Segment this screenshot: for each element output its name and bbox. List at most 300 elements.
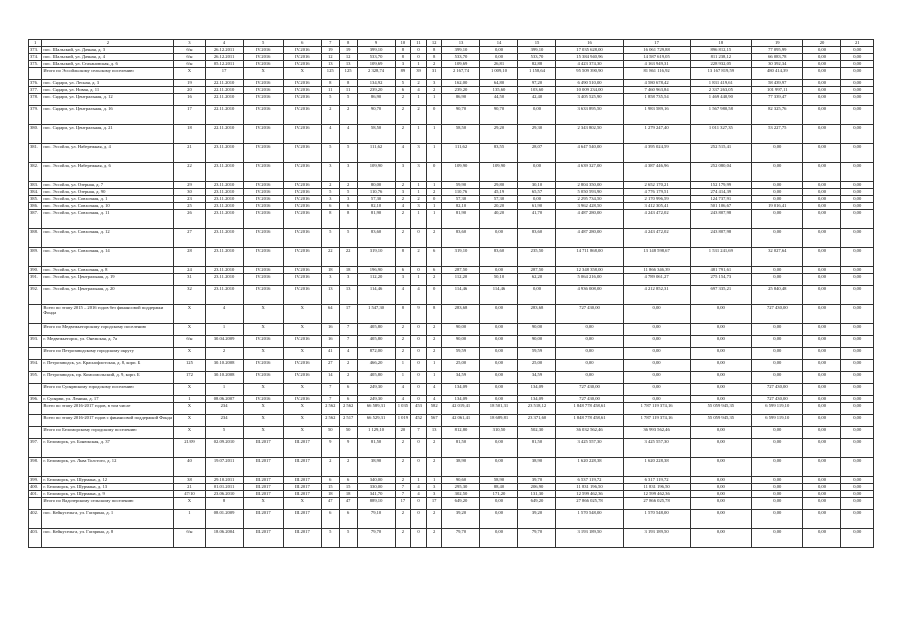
table-cell: IV.2016 <box>283 144 321 163</box>
address-cell: г. Петрозаводск, ул. Краснофлотская, д. 8, корп. Б <box>42 360 174 372</box>
table-cell: 0,00 <box>803 427 841 439</box>
table-cell: 896 812,15 <box>690 47 751 54</box>
address-cell: пос. Эссойла, ул. Набережная, д. 6 <box>42 163 174 182</box>
table-cell: 0,00 <box>841 87 874 94</box>
table-cell: 81,50 <box>442 439 480 458</box>
table-cell: 8 <box>205 498 243 510</box>
table-row <box>29 427 874 439</box>
table-cell: 59,90 <box>442 182 480 189</box>
address-cell: пос. Эссойла, ул. Совхозная, д. 1 <box>42 196 174 203</box>
table-cell: 55 059 945,35 <box>690 415 751 427</box>
table-cell: IV.2016 <box>283 267 321 274</box>
table-cell: б/н <box>174 61 205 68</box>
table-cell: 0,00 <box>518 163 556 182</box>
table-cell: 17 <box>205 68 243 80</box>
table-cell: 90,70 <box>357 106 395 125</box>
row-number-cell: 379. <box>29 106 42 125</box>
table-cell: 3 <box>426 484 442 491</box>
address-cell: пос. Сядари, ул. Центральная, д. 12 <box>42 94 174 106</box>
table-cell: 0,00 <box>841 498 874 510</box>
table-cell: 90,60 <box>442 477 480 484</box>
table-cell: 0,00 <box>556 360 623 372</box>
table-cell: X <box>283 305 321 324</box>
address-cell: пос. Кейнусельга, ул. Гагарина, д. 8 <box>42 529 174 548</box>
table-cell: 2 295 734,50 <box>556 196 623 203</box>
table-cell: 1 620 228,38 <box>623 458 690 477</box>
table-row <box>29 324 874 336</box>
table-cell: 0,00 <box>480 384 518 396</box>
row-number-cell <box>29 415 42 427</box>
column-number-row <box>29 40 874 47</box>
table-cell: 3 193 189,50 <box>623 529 690 548</box>
table-cell: 109,69 <box>357 61 395 68</box>
table-cell: X <box>243 68 283 80</box>
table-cell: 4 212 852,31 <box>623 286 690 305</box>
table-cell: 4 423 374,30 <box>556 61 623 68</box>
table-cell: 0,00 <box>752 427 803 439</box>
table-cell: 2 170 996,59 <box>623 196 690 203</box>
table-cell: 0,00 <box>752 498 803 510</box>
table-cell: 83,60 <box>357 229 395 248</box>
table-cell: 0,00 <box>841 274 874 286</box>
table-cell: 4 776 179,51 <box>623 189 690 196</box>
table-cell: 82,88 <box>518 61 556 68</box>
table-cell: 20,20 <box>480 203 518 210</box>
table-cell: III.2017 <box>243 484 283 491</box>
row-number-cell: 403. <box>29 529 42 548</box>
table-cell: X <box>243 403 283 415</box>
table-cell: 7 <box>411 427 427 439</box>
table-cell: 0,00 <box>841 439 874 458</box>
table-cell: 0,00 <box>690 439 751 458</box>
table-cell: 252 080,04 <box>690 163 751 182</box>
table-cell: 2 <box>395 439 411 458</box>
table-cell: 27 866 025,78 <box>623 498 690 510</box>
table-cell: б/н <box>174 529 205 548</box>
table-cell: 13 <box>339 286 357 305</box>
table-cell: 1 547,30 <box>357 305 395 324</box>
table-cell: 0,00 <box>803 229 841 248</box>
table-cell: 1 787 119 374,16 <box>623 415 690 427</box>
table-cell: 17 <box>174 106 205 125</box>
row-number-cell: 384. <box>29 189 42 196</box>
table-cell: III.2017 <box>283 477 321 484</box>
address-cell: пос. Шальский, ул. Дачная, д. 3 <box>42 47 174 54</box>
table-cell: 0,00 <box>841 360 874 372</box>
table-cell: 42,40 <box>518 94 556 106</box>
table-cell: 114,46 <box>442 286 480 305</box>
column-number-21: 21 <box>841 40 874 47</box>
table-cell: 5 <box>339 189 357 196</box>
table-cell: 235,50 <box>518 248 556 267</box>
table-cell: X <box>174 415 205 427</box>
table-cell: 0,00 <box>803 47 841 54</box>
table-cell: 1 019 <box>395 415 411 427</box>
table-cell: 6 490 510,00 <box>556 80 623 87</box>
table-cell: 0 <box>411 324 427 336</box>
table-row <box>29 372 874 384</box>
table-cell: 2 <box>426 229 442 248</box>
table-cell: 0,00 <box>690 529 751 548</box>
table-cell: IV.2016 <box>283 47 321 54</box>
table-cell: X <box>243 324 283 336</box>
table-cell: 114,46 <box>357 286 395 305</box>
table-cell: 1 858 735,54 <box>623 94 690 106</box>
table-cell: 0,00 <box>752 360 803 372</box>
table-cell: 1 009,10 <box>480 68 518 80</box>
table-cell: 0 <box>411 396 427 403</box>
table-cell: X <box>174 68 205 80</box>
table-cell: 2 <box>395 510 411 529</box>
table-row <box>29 491 874 498</box>
table-cell: 2 <box>395 348 411 360</box>
table-cell: 0,00 <box>803 458 841 477</box>
table-cell: 3 412 305,41 <box>623 203 690 210</box>
table-cell: 1 570 548,00 <box>556 510 623 529</box>
table-cell: 34,59 <box>518 372 556 384</box>
table-cell: X <box>283 498 321 510</box>
table-cell: IV.2016 <box>283 396 321 403</box>
table-cell: 0,00 <box>690 396 751 403</box>
table-cell: 0,00 <box>623 384 690 396</box>
table-cell: 533,70 <box>442 54 480 61</box>
table-cell: 0,00 <box>690 384 751 396</box>
row-number-cell: 380. <box>29 125 42 144</box>
table-cell: 111,62 <box>442 144 480 163</box>
table-cell: 0,00 <box>803 210 841 229</box>
row-number-cell: 402. <box>29 510 42 529</box>
table-cell: 8 <box>321 80 339 87</box>
column-number-16: 16 <box>556 40 623 47</box>
table-cell: 4 387 446,96 <box>623 163 690 182</box>
address-cell: Итого по Беломорскому городскому поселению <box>42 427 174 439</box>
table-cell: X <box>243 427 283 439</box>
table-cell: 23.11.2010 <box>205 248 243 267</box>
table-cell: 95 509 390,90 <box>556 68 623 80</box>
table-cell: 2 <box>411 196 427 203</box>
table-cell: 1 <box>426 477 442 484</box>
table-cell: 112,20 <box>357 274 395 286</box>
table-row <box>29 403 874 415</box>
table-cell: 15 <box>321 484 339 491</box>
table-cell: 872,00 <box>357 348 395 360</box>
table-cell: 0,00 <box>803 372 841 384</box>
table-cell: 0,00 <box>556 324 623 336</box>
table-cell: 22.11.2010 <box>205 80 243 87</box>
table-cell: 727 430,00 <box>752 305 803 324</box>
table-cell: 90,70 <box>480 106 518 125</box>
table-cell: 2 <box>426 348 442 360</box>
table-cell: 533,70 <box>357 54 395 61</box>
table-cell: 6 <box>321 203 339 210</box>
table-cell: 1 <box>205 384 243 396</box>
table-cell: 0,00 <box>480 47 518 54</box>
table-cell: 08.01.2009 <box>205 510 243 529</box>
table-cell: 0,00 <box>803 477 841 484</box>
table-cell: 25,00 <box>442 360 480 372</box>
table-cell: 1 <box>395 372 411 384</box>
table-cell: 4 <box>411 286 427 305</box>
table-cell: 3 633 895,50 <box>556 106 623 125</box>
table-cell: 3 <box>411 144 427 163</box>
table-cell: 18 <box>321 267 339 274</box>
table-cell: 1 011 327,35 <box>690 125 751 144</box>
table-cell: 0,00 <box>841 427 874 439</box>
table-cell: 30 392,34 <box>752 61 803 68</box>
table-cell: X <box>243 415 283 427</box>
table-cell: 0,00 <box>841 203 874 210</box>
table-cell: 47/10 <box>174 491 205 498</box>
table-cell: 22.11.2010 <box>205 106 243 125</box>
table-cell: 0 <box>411 372 427 384</box>
table-cell: 697 335,21 <box>690 286 751 305</box>
table-row <box>29 384 874 396</box>
table-row <box>29 210 874 229</box>
row-number-cell: 378. <box>29 94 42 106</box>
table-cell: 0,00 <box>803 510 841 529</box>
table-cell: 81,90 <box>357 210 395 229</box>
table-row <box>29 267 874 274</box>
column-number-6: 6 <box>283 40 321 47</box>
table-cell: 13 <box>339 61 357 68</box>
table-cell: 2 <box>339 106 357 125</box>
table-cell: 13 <box>321 61 339 68</box>
table-cell: 2 343 802,50 <box>556 125 623 144</box>
row-number-cell: 377. <box>29 87 42 94</box>
table-cell: 0,00 <box>803 384 841 396</box>
table-cell: 39 <box>411 68 427 80</box>
table-cell: 2 167,74 <box>442 68 480 80</box>
table-cell: 1 620 228,38 <box>556 458 623 477</box>
table-cell: б/н <box>174 47 205 54</box>
table-cell: 62,20 <box>518 274 556 286</box>
table-cell: 0,00 <box>623 324 690 336</box>
table-cell: 19 <box>339 47 357 54</box>
table-cell: 0,00 <box>841 529 874 548</box>
table-cell: 34,59 <box>442 372 480 384</box>
table-cell: 26,81 <box>480 61 518 68</box>
table-row <box>29 196 874 203</box>
table-cell: 8 <box>426 47 442 54</box>
table-cell: 274 414,39 <box>690 189 751 196</box>
table-cell: 4 <box>411 491 427 498</box>
table-cell: 13 <box>426 427 442 439</box>
table-cell: 83,60 <box>480 248 518 267</box>
table-cell: б/н <box>174 336 205 348</box>
table-cell: 3 <box>395 189 411 196</box>
table-cell: 23.11.2010 <box>205 163 243 182</box>
table-cell: 2 <box>339 360 357 372</box>
table-cell: 5 <box>395 80 411 87</box>
table-cell: 0,00 <box>556 336 623 348</box>
table-cell: X <box>174 427 205 439</box>
table-cell: 1 <box>411 94 427 106</box>
table-cell: 22 <box>174 163 205 182</box>
table-cell: 103,60 <box>518 87 556 94</box>
table-cell: 502,30 <box>518 427 556 439</box>
table-cell: 0,00 <box>690 324 751 336</box>
table-cell: 0,00 <box>752 439 803 458</box>
address-cell: Итого по Петрозаводскому городскому округу <box>42 348 174 360</box>
address-cell: пос. Эссойла, ул. Совхозная, д. 10 <box>42 203 174 210</box>
table-cell: 18 <box>174 125 205 144</box>
table-cell: 30.04.2009 <box>205 336 243 348</box>
table-row <box>29 125 874 144</box>
table-cell: 0 <box>411 348 427 360</box>
table-cell: 24 <box>174 267 205 274</box>
table-cell: 234 <box>205 403 243 415</box>
table-cell: 02.09.2010 <box>205 439 243 458</box>
table-cell: 6 <box>426 267 442 274</box>
table-row <box>29 229 874 248</box>
table-cell: 134,09 <box>518 396 556 403</box>
table-cell: 6 317 119,72 <box>623 477 690 484</box>
row-number-cell <box>29 498 42 510</box>
table-cell: 452 <box>411 415 427 427</box>
table-cell: 0,00 <box>690 484 751 491</box>
table-cell: 9 <box>411 305 427 324</box>
table-cell: 0,00 <box>690 427 751 439</box>
table-cell: IV.2016 <box>283 203 321 210</box>
table-cell: 4 <box>339 348 357 360</box>
table-cell: 23.11.2010 <box>205 274 243 286</box>
table-cell: 1 <box>411 210 427 229</box>
table-cell: 4 <box>205 305 243 324</box>
table-cell: 6 <box>339 477 357 484</box>
table-cell: 1 <box>411 274 427 286</box>
column-number-14: 14 <box>480 40 518 47</box>
row-number-cell: 389. <box>29 248 42 267</box>
table-cell: 3 962 428,50 <box>556 203 623 210</box>
table-cell: 4 487 280,00 <box>556 210 623 229</box>
table-cell: 399,10 <box>518 47 556 54</box>
table-cell: 26.12.2011 <box>205 47 243 54</box>
table-cell: 405,80 <box>357 324 395 336</box>
address-cell: пос. Эссойла, ул. Центральная, д. 20 <box>42 286 174 305</box>
table-cell: 2 <box>395 210 411 229</box>
table-cell: 3 <box>426 491 442 498</box>
table-cell: 1 <box>426 203 442 210</box>
row-number-cell: 399. <box>29 477 42 484</box>
address-cell: Всего по этапу 2016-2017 годов с финансовой поддержкой Фонда <box>42 415 174 427</box>
table-cell: 5 <box>321 189 339 196</box>
table-cell: 243 807,98 <box>690 210 751 229</box>
table-row <box>29 182 874 189</box>
table-cell: 44,50 <box>480 94 518 106</box>
table-cell: 59,59 <box>518 348 556 360</box>
table-cell: 0,00 <box>518 106 556 125</box>
table-cell: 0,00 <box>623 372 690 384</box>
table-cell: 0,00 <box>480 324 518 336</box>
address-cell: пос. Сядари, ул. Новая, д. 11 <box>42 87 174 94</box>
table-cell: 0,00 <box>803 415 841 427</box>
table-cell: IV.2016 <box>283 274 321 286</box>
table-row <box>29 144 874 163</box>
address-cell: г. Петрозаводск, пр. Комсомольский, д. 9, корп. Б <box>42 372 174 384</box>
table-cell: 0 <box>411 439 427 458</box>
table-cell: 55 059 945,35 <box>690 403 751 415</box>
table-cell: 110,76 <box>442 189 480 196</box>
table-cell: 0,00 <box>841 248 874 267</box>
table-cell: 0,00 <box>752 529 803 548</box>
column-number-17: 17 <box>623 40 690 47</box>
table-cell: 0,00 <box>803 439 841 458</box>
table-cell: 114,46 <box>480 286 518 305</box>
table-cell: 0,00 <box>752 477 803 484</box>
table-cell: 50 <box>339 427 357 439</box>
table-cell: 0,00 <box>690 360 751 372</box>
row-number-cell: 388. <box>29 229 42 248</box>
table-cell: 0,00 <box>803 125 841 144</box>
table-cell: 1 035 <box>395 403 411 415</box>
table-cell: 0,00 <box>752 491 803 498</box>
table-cell: 4 <box>395 203 411 210</box>
table-cell: 29,80 <box>480 182 518 189</box>
table-cell: 39,70 <box>518 477 556 484</box>
table-cell: 3 425 557,30 <box>556 439 623 458</box>
table-cell: 0,00 <box>803 305 841 324</box>
table-cell: 0,00 <box>803 61 841 68</box>
table-cell: 23.11.2010 <box>205 144 243 163</box>
table-cell: 3 <box>339 274 357 286</box>
row-number-cell: 376. <box>29 80 42 87</box>
table-cell: IV.2016 <box>283 372 321 384</box>
table-cell: 5 <box>321 94 339 106</box>
table-cell: III.2017 <box>283 458 321 477</box>
table-cell: IV.2016 <box>243 336 283 348</box>
table-cell: III.2017 <box>243 477 283 484</box>
table-cell: 11 866 346,39 <box>623 267 690 274</box>
table-cell: 13 148 598,67 <box>623 248 690 267</box>
table-cell: 1 <box>426 360 442 372</box>
table-cell: 81,90 <box>442 210 480 229</box>
table-cell: 2 652 170,21 <box>623 182 690 189</box>
table-cell: 109,90 <box>442 163 480 182</box>
table-cell: 58,50 <box>357 125 395 144</box>
table-cell: 0,00 <box>752 144 803 163</box>
table-cell: 2 <box>339 372 357 384</box>
table-cell: 27 866 025,78 <box>556 498 623 510</box>
table-row <box>29 68 874 80</box>
table-cell: 1 <box>411 477 427 484</box>
table-cell: 0,00 <box>752 189 803 196</box>
table-row <box>29 484 874 491</box>
table-cell: 45,19 <box>480 189 518 196</box>
table-cell: IV.2016 <box>243 248 283 267</box>
table-cell: 83,55 <box>480 144 518 163</box>
table-cell: 29 <box>174 182 205 189</box>
table-cell: 58 439,97 <box>752 80 803 87</box>
table-cell: 38,90 <box>442 458 480 477</box>
table-cell: 7 <box>321 396 339 403</box>
table-cell: 4 <box>395 396 411 403</box>
table-cell: III.2017 <box>243 491 283 498</box>
table-cell: 0,00 <box>841 403 874 415</box>
table-cell: IV.2016 <box>243 286 283 305</box>
table-cell: 2 562 <box>321 415 339 427</box>
table-cell: 812,80 <box>442 427 480 439</box>
table-cell: 5 <box>339 144 357 163</box>
table-cell: IV.2016 <box>283 61 321 68</box>
table-cell: 57,30 <box>357 196 395 203</box>
table-row <box>29 477 874 484</box>
table-cell: 727 430,00 <box>556 305 623 324</box>
table-cell: X <box>283 324 321 336</box>
table-cell: 3 425 557,30 <box>623 439 690 458</box>
table-cell: 4 647 540,00 <box>556 144 623 163</box>
column-number-5: 5 <box>243 40 283 47</box>
table-cell: 2 <box>411 106 427 125</box>
